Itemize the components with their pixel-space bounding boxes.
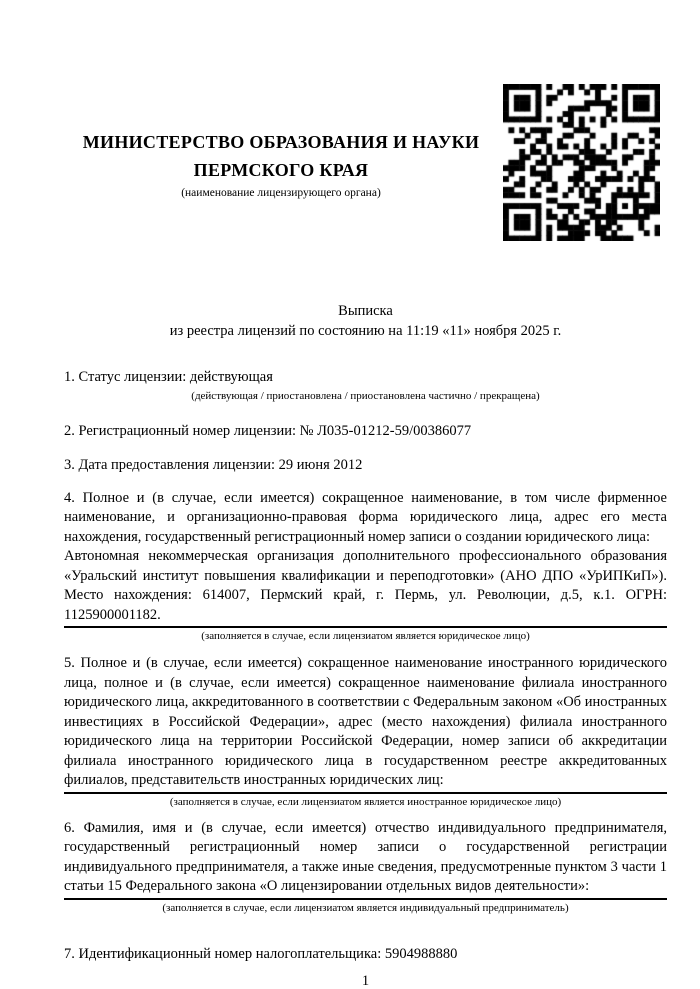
section-legal-entity	[64, 489, 667, 644]
registration-number-line: 2. Регистрационный номер лицензии: № Л035-01212-59/00386077	[64, 422, 472, 439]
section-registration-number	[64, 422, 667, 442]
section-inn	[64, 945, 667, 965]
foreign-entity-caption: (заполняется в случае, если лицензиатом является иностранное юридическое лицо)	[169, 795, 562, 808]
document-title: Выписка	[338, 303, 393, 319]
foreign-entity-description: 5. Полное и (в случае, если имеется) сокращенное наименование иностранного юридического лица, полное и (в случае, если имеется) сокращенное наименование филиала иностранного юридического лица, аккредитованного в соответствии с Федеральным законом «Об иностранных инвестициях в Российской Федерации», адрес (место нахождения) филиала иностранного юридического лица на территории Российской Федерации, номер записи об аккредитации филиала иностранного юридического лица в государственном реестре аккредитованных филиалов, представительств иностранных юридических лиц:	[64, 655, 667, 788]
document-subtitle: из реестра лицензий по состоянию на 11:19 «11» ноября 2025 г.	[169, 322, 562, 339]
legal-entity-description: 4. Полное и (в случае, если имеется) сокращенное наименование, в том числе фирменное наименование, и организационно-правовая форма юридического лица, адрес его места нахождения, государственный регистрационный номер записи о создании юридического лица:	[64, 489, 667, 545]
legal-entity-value: Автономная некоммерческая организация дополнительного профессионального образования «Уральский институт повышения квалификации и переподготовки» (АНО ДПО «УрИПКиП»). Место нахождения: 614007, Пермский край, г. Пермь, ул. Революции, д.5, к.1. ОГРН: 1125900001182.	[64, 548, 667, 623]
section-entrepreneur	[64, 819, 667, 915]
status-options-caption: (действующая / приостановлена / приостановлена частично / прекращена)	[191, 389, 540, 402]
legal-entity-caption: (заполняется в случае, если лицензиатом является юридическое лицо)	[201, 630, 530, 642]
ministry-name	[64, 128, 498, 200]
inn-line: 7. Идентификационный номер налогоплательщика: 5904988880	[64, 945, 458, 962]
licensing-authority-caption: (наименование лицензирующего органа)	[181, 187, 381, 199]
status-line: 1. Статус лицензии: действующая	[64, 369, 273, 385]
document-body	[64, 302, 667, 989]
entrepreneur-description: 6. Фамилия, имя и (в случае, если имеется) отчество индивидуального предпринимателя, государственный регистрационный номер записи о государственной регистрации индивидуального предпринимателя, а также иные сведения, предусмотренные пунктом 3 части 1 статьи 15 Федерального закона «О лицензировании отдельных видов деятельности»:	[64, 819, 667, 894]
ministry-name-line1: МИНИСТЕРСТВО ОБРАЗОВАНИЯ И НАУКИ	[82, 132, 480, 152]
entrepreneur-caption: (заполняется в случае, если лицензиатом является индивидуальный предприниматель)	[162, 901, 569, 914]
document-header	[0, 0, 700, 296]
section-status	[64, 368, 667, 403]
fill-line	[64, 898, 667, 900]
section-foreign-entity	[64, 654, 667, 809]
page-number: 1	[361, 973, 370, 989]
document-title-block	[64, 302, 667, 341]
fill-line	[64, 626, 667, 628]
fill-line	[64, 792, 667, 794]
grant-date-line: 3. Дата предоставления лицензии: 29 июня 2012	[64, 457, 363, 473]
ministry-name-line2: ПЕРМСКОГО КРАЯ	[193, 160, 369, 180]
qr-code-icon	[503, 84, 660, 241]
section-grant-date	[64, 456, 667, 476]
